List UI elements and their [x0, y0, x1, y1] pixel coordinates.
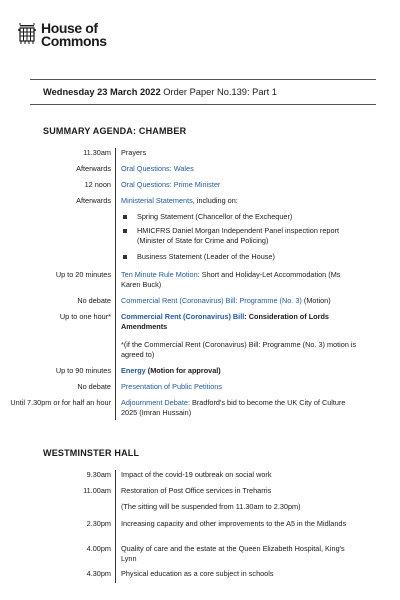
- agenda-row: [0, 164, 400, 180]
- agenda-time: Up to 90 minutes: [55, 366, 111, 375]
- agenda-time: 4.00pm: [86, 544, 111, 553]
- agenda-item: Quality of care and the estate at the Queen Elizabeth Hospital, King's Lynn: [121, 544, 345, 563]
- agenda-row: [0, 196, 400, 212]
- westminster-hall-agenda: [0, 470, 400, 583]
- agenda-item-suffix: (Motion): [301, 296, 331, 305]
- header-bottom-rule: [30, 104, 376, 105]
- westminster-hall-section-title: WESTMINSTER HALL: [43, 448, 140, 458]
- ministerial-statements-link[interactable]: Ministerial Statements: [121, 196, 193, 205]
- agenda-time: Up to one hour*: [59, 312, 111, 321]
- agenda-note: (The sitting will be suspended from 11.30am to 2.30pm): [121, 502, 301, 511]
- order-paper-number: Order Paper No.139: Part 1: [163, 87, 277, 97]
- bullet-text: Business Statement (Leader of the House): [137, 252, 275, 261]
- chamber-agenda: [0, 148, 400, 420]
- agenda-note-row: [0, 502, 400, 519]
- agenda-row: [0, 398, 400, 420]
- bullet-square-icon: [123, 215, 127, 219]
- agenda-time: 9.30am: [86, 470, 111, 479]
- public-petitions-link[interactable]: Presentation of Public Petitions: [121, 382, 222, 391]
- logo-line-1: House of: [41, 20, 98, 36]
- agenda-time: Afterwards: [76, 164, 111, 173]
- agenda-note-row: [0, 338, 400, 366]
- bullet-text: Spring Statement (Chancellor of the Exchequer): [137, 212, 293, 221]
- commercial-rent-programme-link[interactable]: Commercial Rent (Coronavirus) Bill: Programme (No. 3): [121, 296, 302, 305]
- chamber-section-title: SUMMARY AGENDA: CHAMBER: [43, 126, 187, 136]
- agenda-item-suffix: , including on:: [192, 196, 238, 205]
- bullet-text: HMICFRS Daniel Morgan Independent Panel inspection report (Minister of State for Crime and Policing): [137, 226, 339, 245]
- agenda-row: [0, 148, 400, 164]
- agenda-item: Restoration of Post Office services in Treharris: [121, 486, 272, 495]
- oral-questions-wales-link[interactable]: Oral Questions: Wales: [121, 164, 194, 173]
- oral-questions-pm-link[interactable]: Oral Questions: Prime Minister: [121, 180, 221, 189]
- agenda-time: 2.30pm: [86, 519, 111, 528]
- agenda-note: *(if the Commercial Rent (Coronavirus) Bill: Programme (No. 3) motion is agreed to): [121, 340, 357, 359]
- ten-minute-rule-motion-link[interactable]: Ten Minute Rule Motion: [121, 270, 198, 279]
- header-top-rule: [30, 79, 376, 80]
- logo-line-2: Commons: [41, 33, 107, 49]
- agenda-row: [0, 519, 400, 544]
- agenda-bullet-row: [0, 212, 400, 226]
- agenda-item-suffix: : Short and Holiday-Let Accommodation (Ms Karen Buck): [121, 270, 341, 289]
- agenda-row: [0, 569, 400, 583]
- agenda-time: No debate: [77, 382, 111, 391]
- agenda-row: [0, 486, 400, 502]
- agenda-row: [0, 470, 400, 486]
- house-of-commons-logo: [17, 22, 107, 48]
- agenda-time: 12 noon: [84, 180, 111, 189]
- portcullis-icon: [17, 22, 37, 46]
- agenda-time: 4.30pm: [86, 569, 111, 578]
- agenda-bullet-row: [0, 226, 400, 252]
- order-paper-title: [43, 87, 277, 97]
- agenda-item: Physical education as a core subject in schools: [121, 569, 274, 578]
- agenda-item-suffix: : Consideration of Lords Amendments: [121, 312, 329, 331]
- agenda-item: Prayers: [121, 148, 147, 157]
- agenda-item-suffix: (Motion for approval): [145, 366, 221, 375]
- agenda-row: [0, 296, 400, 312]
- agenda-item: Increasing capacity and other improvements to the A5 in the Midlands: [121, 519, 347, 528]
- agenda-bullet-row: [0, 252, 400, 270]
- agenda-time: Until 7.30pm or for half an hour: [10, 398, 111, 407]
- agenda-row: [0, 312, 400, 338]
- order-paper-date: Wednesday 23 March 2022: [43, 87, 161, 97]
- agenda-row: [0, 366, 400, 382]
- agenda-row: [0, 382, 400, 398]
- agenda-row: [0, 270, 400, 296]
- energy-link[interactable]: Energy: [121, 366, 146, 375]
- agenda-time: 11.30am: [83, 148, 111, 157]
- agenda-time: Afterwards: [76, 196, 111, 205]
- agenda-row: [0, 180, 400, 196]
- agenda-item: Impact of the covid-19 outbreak on social work: [121, 470, 272, 479]
- agenda-time: 11.00am: [83, 486, 111, 495]
- agenda-time: Up to 20 minutes: [55, 270, 111, 279]
- commercial-rent-bill-link[interactable]: Commercial Rent (Coronavirus) Bill: [121, 312, 245, 321]
- agenda-item-suffix: : Bradford's bid to become the UK City of Culture 2025 (Imran Hussain): [121, 398, 346, 417]
- bullet-square-icon: [123, 229, 127, 233]
- agenda-row: [0, 544, 400, 569]
- bullet-square-icon: [123, 255, 127, 259]
- agenda-time: No debate: [77, 296, 111, 305]
- adjournment-debate-link[interactable]: Adjournment Debate: [121, 398, 188, 407]
